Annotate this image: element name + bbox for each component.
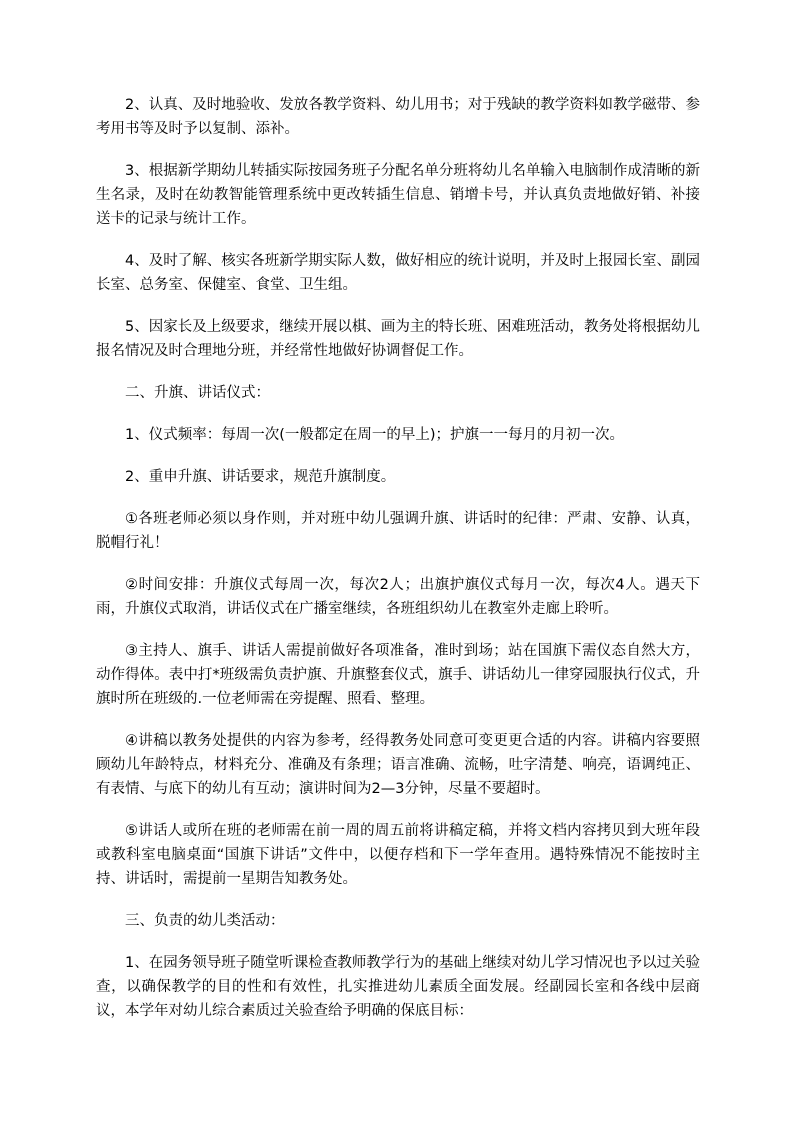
paragraph-item-discipline: ①各班老师必须以身作则，并对班中幼儿强调升旗、讲话时的纪律：严肃、安静、认真，脱帽行礼！	[96, 511, 700, 551]
paragraph-material-distribution: 2、认真、及时地验收、发放各教学资料、幼儿用书；对于残缺的教学资料如教学磁带、参考用书等及时予以复制、添补。	[96, 97, 700, 137]
paragraph-item-speech-submission: ⑤讲话人或所在班的老师需在前一周的周五前将讲稿定稿，并将文档内容拷贝到大班年段或教科室电脑桌面“国旗下讲话”文件中，以便存档和下一学年查用。遇特殊情况不能按时主持、讲话时，需提前一星期告知教务处。	[96, 823, 700, 887]
paragraph-ceremony-frequency: 1、仪式频率：每周一次(一般都定在周一的早上)；护旗一一每月的月初一次。	[125, 427, 625, 443]
paragraph-headcount-report: 4、及时了解、核实各班新学期实际人数，做好相应的统计说明，并及时上报园长室、副园长室、总务室、保健室、食堂、卫生组。	[96, 253, 700, 293]
document-page	[96, 93, 700, 1041]
section-heading-flag-ceremony: 二、升旗、讲话仪式：	[125, 385, 270, 401]
paragraph-item-speech-content: ④讲稿以教务处提供的内容为参考，经得教务处同意可变更更合适的内容。讲稿内容要照顾幼儿年龄特点，材料充分、准确及有条理；语言准确、流畅，吐字清楚、响亮，语调纯正、有表情、与底下的幼儿有互动；演讲时间为2—3分钟，尽量不要超时。	[96, 733, 700, 797]
paragraph-quality-inspection: 1、在园务领导班子随堂听课检查教师教学行为的基础上继续对幼儿学习情况也予以过关验查，以确保教学的目的性和有效性，扎实推进幼儿素质全面发展。经副园长室和各线中层商议，本学年对幼儿综合素质过关验查给予明确的保底目标：	[96, 955, 700, 1019]
section-heading-child-activities: 三、负责的幼儿类活动：	[125, 913, 285, 929]
paragraph-ceremony-requirements: 2、重申升旗、讲话要求，规范升旗制度。	[125, 469, 396, 485]
paragraph-item-preparation: ③主持人、旗手、讲话人需提前做好各项准备，准时到场；站在国旗下需仪态自然大方，动作得体。表中打*班级需负责护旗、升旗整套仪式，旗手、讲话幼儿一律穿园服执行仪式，升旗时所在班级的.一位老师需在旁提醒、照看、整理。	[96, 643, 700, 707]
paragraph-special-classes: 5、因家长及上级要求，继续开展以棋、画为主的特长班、困难班活动，教务处将根据幼儿报名情况及时合理地分班，并经常性地做好协调督促工作。	[96, 319, 700, 359]
paragraph-new-student-roster: 3、根据新学期幼儿转插实际按园务班子分配名单分班将幼儿名单输入电脑制作成清晰的新生名录，及时在幼教智能管理系统中更改转插生信息、销增卡号，并认真负责地做好销、补接送卡的记录与统计工作。	[96, 163, 700, 227]
paragraph-item-schedule: ②时间安排：升旗仪式每周一次，每次2人；出旗护旗仪式每月一次，每次4人。遇天下雨，升旗仪式取消，讲话仪式在广播室继续，各班组织幼儿在教室外走廊上聆听。	[96, 577, 700, 617]
